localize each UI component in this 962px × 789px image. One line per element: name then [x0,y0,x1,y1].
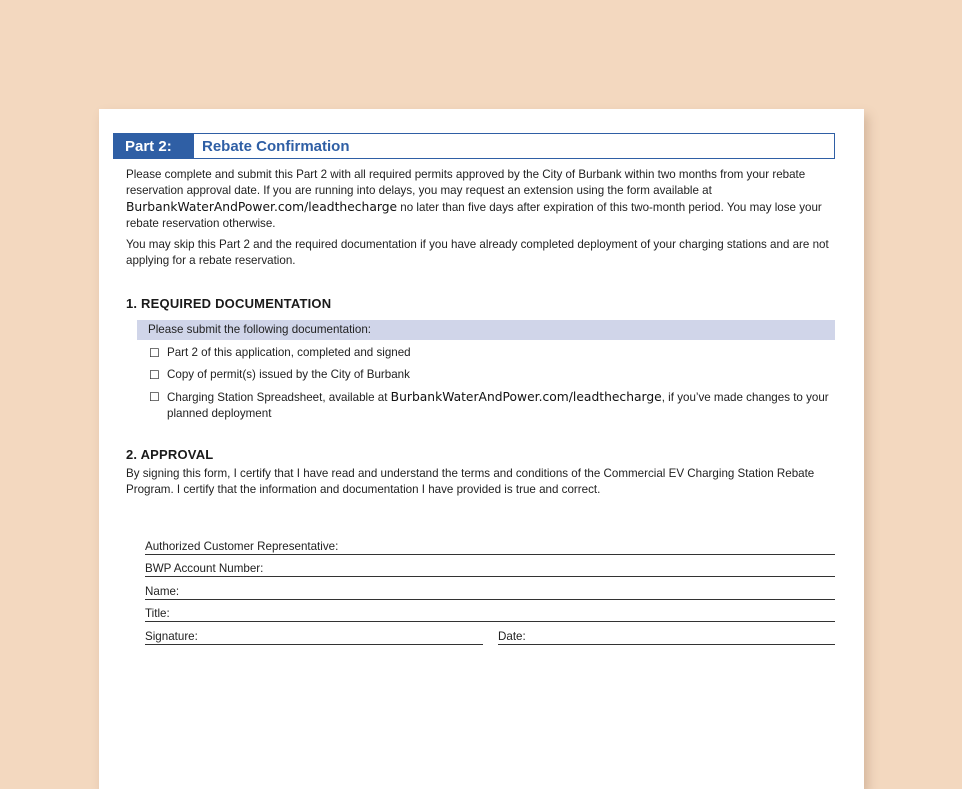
spreadsheet-text-end: , if you’ve made changes to your planned deployment [167,391,829,420]
part-header [113,133,835,159]
checklist-item-permits [149,367,829,383]
part-label: Part 2: [114,134,194,158]
approval-paragraph: By signing this form, I certify that I have read and understand the terms and conditions of the Commercial EV Charging Station Rebate Program. I certify that the information and documentation I have provided is true and correct. [126,467,815,496]
checklist-item-text: Part 2 of this application, completed and signed [167,346,411,359]
checkbox-icon[interactable]: ☐ [149,346,160,360]
checklist-item-application [149,345,829,361]
required-documentation-heading: 1. REQUIRED DOCUMENTATION [126,296,332,311]
part-title: Rebate Confirmation [202,137,350,155]
intro-text-end: no later than five days after expiration of this two-month period. You may lose your rebate reservation otherwise. [126,201,822,230]
date-field[interactable]: Date: [498,623,835,645]
checkbox-icon[interactable]: ☐ [149,368,160,382]
rebate-link[interactable]: BurbankWaterAndPower.com/leadthecharge [126,200,398,214]
signature-field[interactable]: Signature: [145,623,483,645]
form-page [99,109,864,789]
spreadsheet-link[interactable]: BurbankWaterAndPower.com/leadthecharge [390,390,662,404]
authorized-representative-field[interactable]: Authorized Customer Representative: [145,533,835,555]
intro-text-start: Please complete and submit this Part 2 with all required permits approved by the City of Burbank within two months from your rebate reservation approval date. If you are running into delays, you may request an extension using the form available at [126,168,806,197]
intro-paragraph-1 [126,167,838,232]
checklist-item-text [167,389,829,422]
bwp-account-number-field[interactable]: BWP Account Number: [145,555,835,577]
intro-paragraph-2: You may skip this Part 2 and the required documentation if you have already completed deployment of your charging stations and are not applying for a rebate reservation. [126,238,829,267]
spreadsheet-text-start: Charging Station Spreadsheet, available at [167,391,391,404]
checklist-item-text: Copy of permit(s) issued by the City of Burbank [167,368,410,381]
checkbox-icon[interactable]: ☐ [149,390,160,404]
name-field[interactable]: Name: [145,578,835,600]
title-field[interactable]: Title: [145,600,835,622]
documentation-banner: Please submit the following documentation: [137,320,835,340]
approval-heading: 2. APPROVAL [126,447,214,462]
checklist-item-spreadsheet [149,389,829,422]
